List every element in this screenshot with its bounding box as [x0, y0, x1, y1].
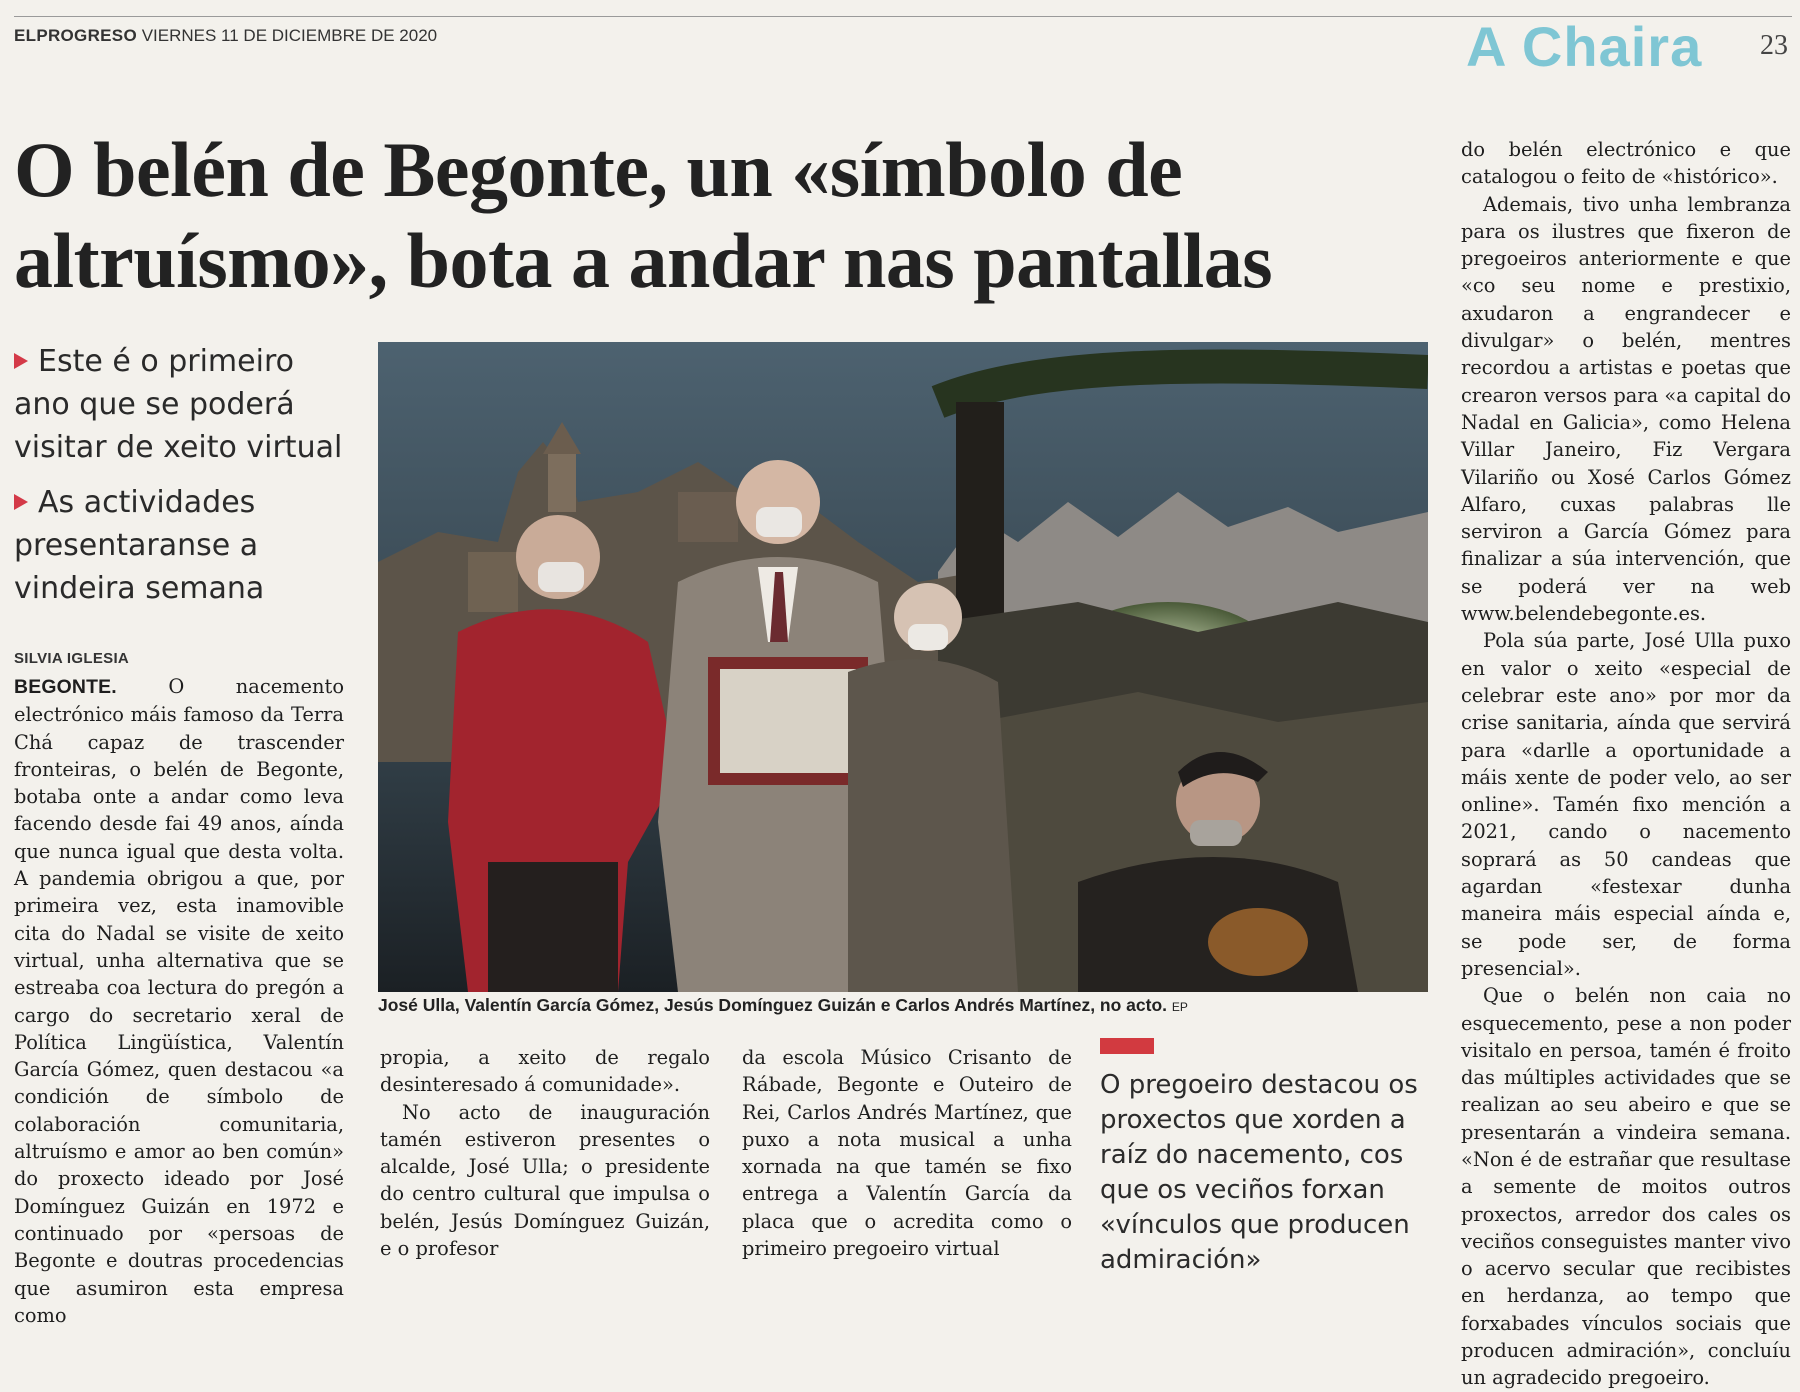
- body-column-3: [742, 1044, 1072, 1262]
- body-paragraph: No acto de inauguración tamén estiveron presentes o alcalde, José Ulla; o presidente do centro cultural que impulsa o belén, Jesús Domínguez Guizán, e o profesor: [380, 1100, 710, 1261]
- body-paragraph: da escola Músico Crisanto de Rábade, Begonte e Outeiro de Rei, Carlos Andrés Martínez, que puxo a nota musical a unha xornada na que tamén se fixo entrega a Valentín García da placa que o acredita como o primeiro pregoeiro virtual: [742, 1046, 1072, 1261]
- highlight-item: [14, 481, 359, 610]
- body-paragraph: Pola súa parte, José Ulla puxo en valor o xeito «especial de celebrar este ano» por mor da crise sanitaria, aínda que servirá para «darlle a oportunidade a máis xente de poder velo, ao ser online». Tamén fixo mención a 2021, cando o nacemento soprará as 50 candeas que agardan «festexar dunha maneira máis especial aínda e, se pode ser, de forma presencial».: [1461, 629, 1791, 980]
- body-column-4: [1461, 136, 1791, 1392]
- nativity-scene-photo: [378, 342, 1428, 992]
- photo-credit: EP: [1171, 1000, 1188, 1014]
- body-paragraph: do belén electrónico e que catalogou o feito de «histórico».: [1461, 138, 1791, 189]
- body-paragraph: propia, a xeito de regalo desinteresado á comunidade».: [380, 1046, 710, 1097]
- byline: SILVIA IGLESIA: [14, 650, 130, 667]
- highlight-item: [14, 340, 359, 469]
- section-title: A Chaira: [1466, 15, 1703, 78]
- masthead: [14, 26, 437, 46]
- dateline: BEGONTE.: [14, 676, 117, 698]
- body-paragraph: [14, 673, 344, 1329]
- body-column-2: [380, 1044, 710, 1262]
- caption-text: José Ulla, Valentín García Gómez, Jesús Domínguez Guizán e Carlos Andrés Martínez, no acto.: [378, 995, 1168, 1015]
- body-paragraph: Ademais, tivo unha lembranza para os ilustres que fixeron de pregoeiros anteriormente e que «co seu nome e prestixio, axudaron a engrandecer e divulgar» o belén, mentres recordou a artistas e poetas que crearon versos para «a capital do Nadal en Galicia», como Helena Villar Janeiro, Fiz Vergara Vilariño ou Xosé Carlos Gómez Alfaro, cuxas palabras lle serviron a García Gómez para finalizar a súa intervención, que se poderá ver na web www.belendebegonte.es.: [1461, 192, 1791, 626]
- pullquote: O pregoeiro destacou os proxectos que xorden a raíz do nacemento, cos que os veciños forxan «vínculos que producen admiración»: [1100, 1070, 1418, 1275]
- body-column-1: [14, 673, 344, 1329]
- article-photo: [378, 342, 1428, 992]
- pullquote-bar: [1100, 1038, 1154, 1054]
- triangle-bullet-icon: [14, 353, 28, 369]
- highlight-text: Este é o primeiro ano que se poderá visitar de xeito virtual: [14, 344, 343, 465]
- page-number: 23: [1760, 30, 1788, 61]
- newspaper-name: ELPROGRESO: [14, 26, 137, 45]
- headline: O belén de Begonte, un «símbolo de altruísmo», bota a andar nas pantallas: [14, 126, 1273, 304]
- paragraph-text: O nacemento electrónico máis famoso da Terra Chá capaz de trascender fronteiras, o belén de Begonte, botaba onte a andar como leva facendo desde fai 49 anos, aínda que nunca igual que desta volta. A pandemia obrigou a que, por primeira vez, esta inamovible cita do Nadal se visite de xeito virtual, unha alternativa que se estreaba coa lectura do pregón a cargo do secretario xeral de Política Lingüística, Valentín García Gómez, quen destacou «a condición de símbolo de colaboración comunitaria, altruísmo e amor ao ben común» do proxecto ideado por José Domínguez Guizán en 1972 e continuado por «persoas de Begonte e doutras procedencias que asumiron esta empresa como: [14, 675, 344, 1327]
- triangle-bullet-icon: [14, 494, 28, 510]
- photo-caption: [378, 995, 1438, 1016]
- highlights: [14, 340, 359, 622]
- issue-date: VIERNES 11 DE DICIEMBRE DE 2020: [141, 26, 438, 45]
- highlight-text: As actividades presentaranse a vindeira semana: [14, 485, 265, 606]
- body-paragraph: Que o belén non caia no esquecemento, pese a non poder visitalo en persoa, tamén é froito das múltiples actividades que se realizan ao seu abeiro e que se presentarán a vindeira semana. «Non é de estrañar que resultase a semente de moitos outros proxectos, arredor dos cales os veciños conseguistes manter vivo o acervo secular que recibistes en herdanza, ao tempo que forxabades vínculos sociais que producen admiración», concluíu un agradecido pregoeiro.: [1461, 984, 1791, 1390]
